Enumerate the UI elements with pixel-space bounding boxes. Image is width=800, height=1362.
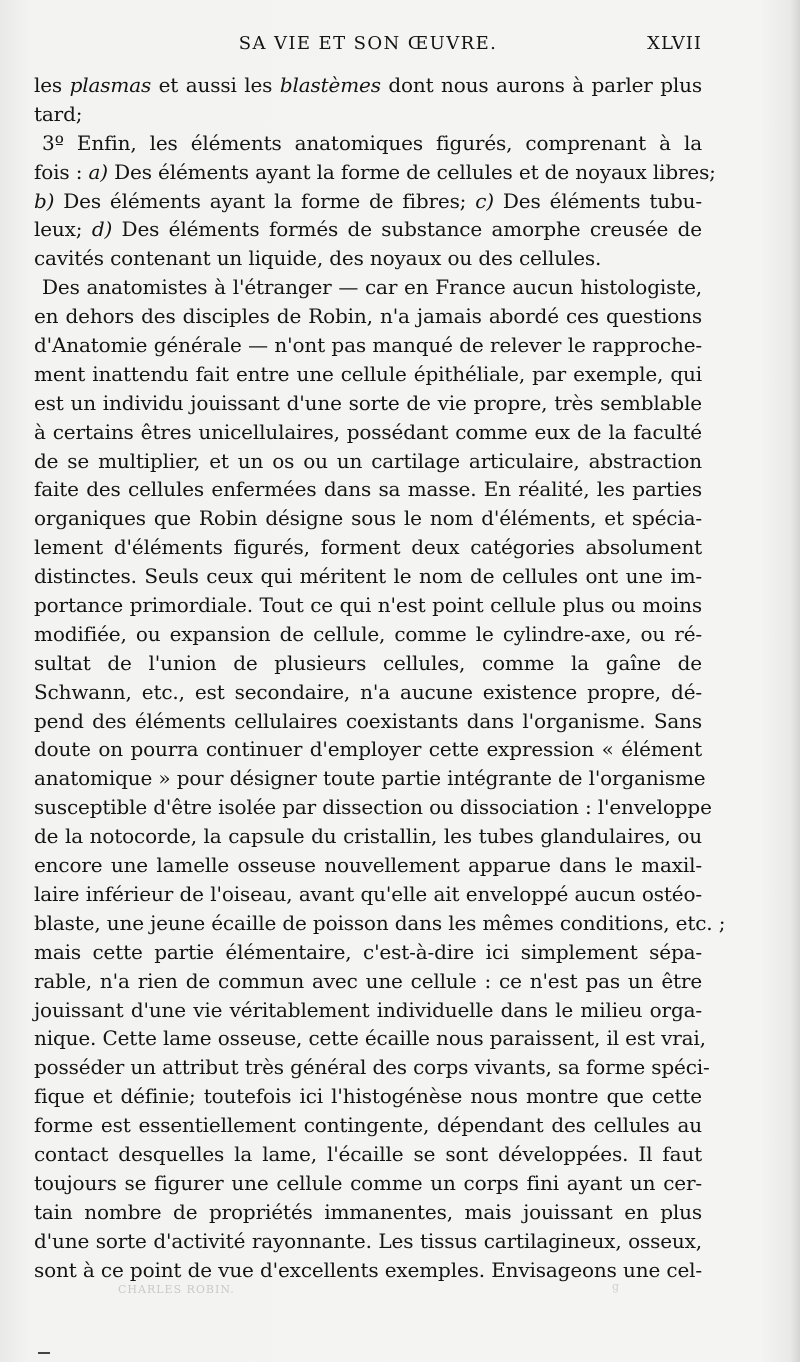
text-line: pend des éléments cellulaires coexistants dans l'organisme. Sans: [34, 708, 702, 733]
text-line: d'une sorte d'activité rayonnante. Les tissus cartilagineux, osseux,: [34, 1228, 702, 1253]
italic-term: b): [34, 188, 55, 213]
text-line: portance primordiale. Tout ce qui n'est point cellule plus ou moins: [34, 593, 702, 618]
show-through-text: CHARLES ROBIN.: [118, 1283, 235, 1296]
text-line: 3º Enfin, les éléments anatomiques figurés, comprenant à la: [42, 130, 702, 155]
text-line: laire inférieur de l'oiseau, avant qu'elle ait enveloppé aucun ostéo-: [34, 881, 702, 906]
text-line: Schwann, etc., est secondaire, n'a aucune existence propre, dé-: [34, 679, 702, 704]
page-number: XLVII: [647, 33, 702, 54]
text-line: est un individu jouissant d'une sorte de vie propre, très semblable: [34, 390, 702, 415]
text-line: tard;: [34, 101, 83, 126]
text-line: fique et définie; toutefois ici l'histogénèse nous montre que cette: [34, 1084, 702, 1109]
text-line: blaste, une jeune écaille de poisson dans les mêmes conditions, etc. ;: [34, 910, 726, 935]
show-through-mark: g: [612, 1280, 620, 1293]
italic-term: c): [475, 188, 494, 213]
italic-term: a): [88, 159, 108, 184]
text-line: rable, n'a rien de commun avec une cellule : ce n'est pas un être: [34, 968, 702, 993]
text-line: de la notocorde, la capsule du cristallin, les tubes glandulaires, ou: [34, 824, 702, 849]
running-title: SA VIE ET SON ŒUVRE.: [238, 33, 498, 54]
text-line: anatomique » pour désigner toute partie intégrante de l'organisme: [34, 766, 706, 791]
text-line: distinctes. Seuls ceux qui méritent le nom de cellules ont une im-: [34, 564, 702, 589]
italic-term: d): [91, 217, 113, 242]
text-line: sont à ce point de vue d'excellents exemples. Envisageons une cel-: [34, 1257, 702, 1282]
text-line: susceptible d'être isolée par dissection ou dissociation : l'enveloppe: [34, 795, 712, 820]
text-line: modifiée, ou expansion de cellule, comme le cylindre-axe, ou ré-: [34, 621, 702, 646]
italic-term: plasmas: [69, 73, 152, 97]
text-line: Des anatomistes à l'étranger — car en France aucun histologiste,: [42, 275, 702, 300]
text-line: les plasmas et aussi les blastèmes dont nous aurons à parler plus: [34, 73, 702, 97]
text-line: ment inattendu fait entre une cellule épithéliale, par exemple, qui: [34, 361, 702, 386]
running-header: [34, 33, 702, 59]
text-line: organiques que Robin désigne sous le nom d'éléments, et spécia-: [34, 506, 702, 531]
text-line: b) Des éléments ayant la forme de fibres; c) Des éléments tubu-: [34, 188, 702, 213]
text-line: posséder un attribut très général des corps vivants, sa forme spéci-: [34, 1055, 710, 1080]
text-line: doute on pourra continuer d'employer cette expression « élément: [34, 737, 702, 762]
text-line: jouissant d'une vie véritablement individuelle dans le milieu orga-: [34, 997, 702, 1022]
text-line: mais cette partie élémentaire, c'est-à-dire ici simplement sépa-: [34, 939, 702, 964]
text-line: d'Anatomie générale — n'ont pas manqué de relever le rapproche-: [34, 333, 702, 358]
text-line: encore une lamelle osseuse nouvellement apparue dans le maxil-: [34, 853, 702, 878]
text-line: tain nombre de propriétés immanentes, mais jouissant en plus: [34, 1199, 702, 1224]
text-line: de se multiplier, et un os ou un cartilage articulaire, abstraction: [34, 448, 702, 473]
text-line: sultat de l'union de plusieurs cellules, comme la gaîne de: [34, 650, 702, 675]
text-line: lement d'éléments figurés, forment deux catégories absolument: [34, 535, 702, 560]
text-line: leux; d) Des éléments formés de substance amorphe creusée de: [34, 217, 702, 242]
text-line: toujours se figurer une cellule comme un corps fini ayant un cer-: [34, 1170, 702, 1195]
page-edge-shadow: [790, 0, 800, 1362]
body-text: [34, 71, 726, 1284]
text-line: forme est essentiellement contingente, dépendant des cellules au: [34, 1113, 702, 1138]
text-line: faite des cellules enfermées dans sa masse. En réalité, les parties: [34, 477, 702, 502]
text-line: contact desquelles la lame, l'écaille se sont développées. Il faut: [34, 1141, 702, 1166]
italic-term: blastèmes: [279, 73, 381, 97]
corner-mark: [38, 1352, 50, 1354]
text-line: fois : a) Des éléments ayant la forme de cellules et de noyaux libres;: [34, 159, 716, 184]
text-line: à certains êtres unicellulaires, possédant comme eux de la faculté: [34, 419, 702, 444]
text-line: cavités contenant un liquide, des noyaux ou des cellules.: [34, 246, 602, 271]
text-line: en dehors des disciples de Robin, n'a jamais abordé ces questions: [34, 304, 702, 329]
text-line: nique. Cette lame osseuse, cette écaille nous paraissent, il est vrai,: [34, 1026, 706, 1051]
